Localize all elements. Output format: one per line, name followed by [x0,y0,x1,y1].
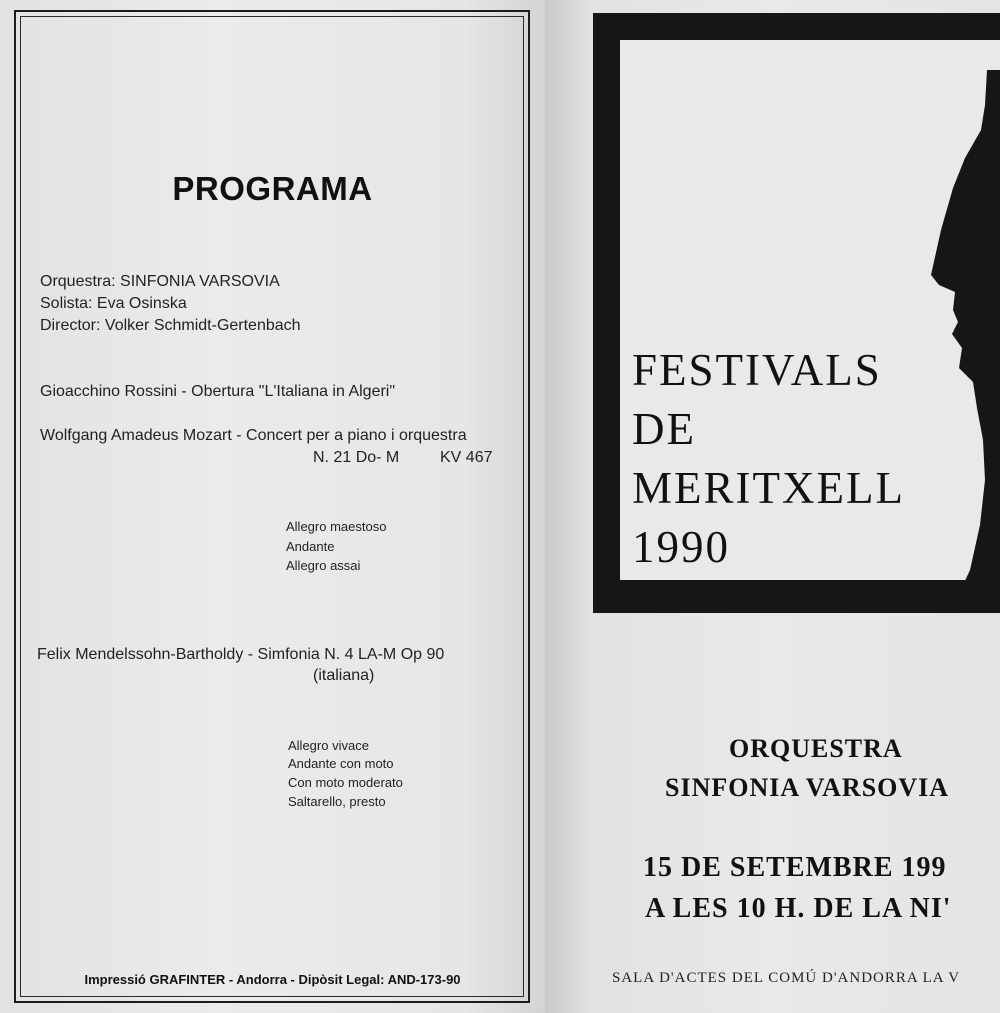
concert-time: A LES 10 H. DE LA NI' [645,893,952,924]
work-mendelssohn: Felix Mendelssohn-Bartholdy - Simfonia N. 4 LA-M Op 90 [37,646,445,663]
cover-text-area [545,0,1000,1013]
work-mendelssohn-subtitle: (italiana) [313,667,375,684]
festival-title-line: FESTIVALS [632,345,882,395]
movement-item: Con moto moderato [288,775,403,790]
work-rossini: Gioacchino Rossini - Obertura "L'Italiana in Algeri" [40,383,396,400]
festival-year: 1990 [632,522,730,572]
festival-title-line: DE [632,404,696,454]
movement-item: Andante con moto [288,756,394,771]
work-mozart-catalogue: KV 467 [440,449,493,466]
program-inner-border [20,16,524,997]
movement-item: Andante [286,539,335,554]
concert-date: 15 DE SETEMBRE 199 [643,852,947,883]
festival-title-line: MERITXELL [632,463,905,513]
credit-orchestra: Orquestra: SINFONIA VARSOVIA [40,273,280,290]
movement-item: Allegro vivace [288,738,369,753]
concert-venue: SALA D'ACTES DEL COMÚ D'ANDORRA LA V [612,970,961,986]
program-title: PROGRAMA [172,170,373,207]
work-mozart: Wolfgang Amadeus Mozart - Concert per a piano i orquestra [40,427,467,444]
orchestra-name: SINFONIA VARSOVIA [665,773,950,802]
movement-item: Allegro assai [286,558,361,573]
movement-item: Allegro maestoso [286,519,387,534]
printer-footer: Impressió GRAFINTER - Andorra - Dipòsit Legal: AND-173-90 [84,972,461,987]
credit-soloist: Solista: Eva Osinska [40,295,187,312]
orchestra-line: ORQUESTRA [729,734,903,763]
work-mozart-key: N. 21 Do- M [313,449,400,466]
movement-item: Saltarello, presto [288,794,386,809]
credit-director: Director: Volker Schmidt-Gertenbach [40,317,301,334]
